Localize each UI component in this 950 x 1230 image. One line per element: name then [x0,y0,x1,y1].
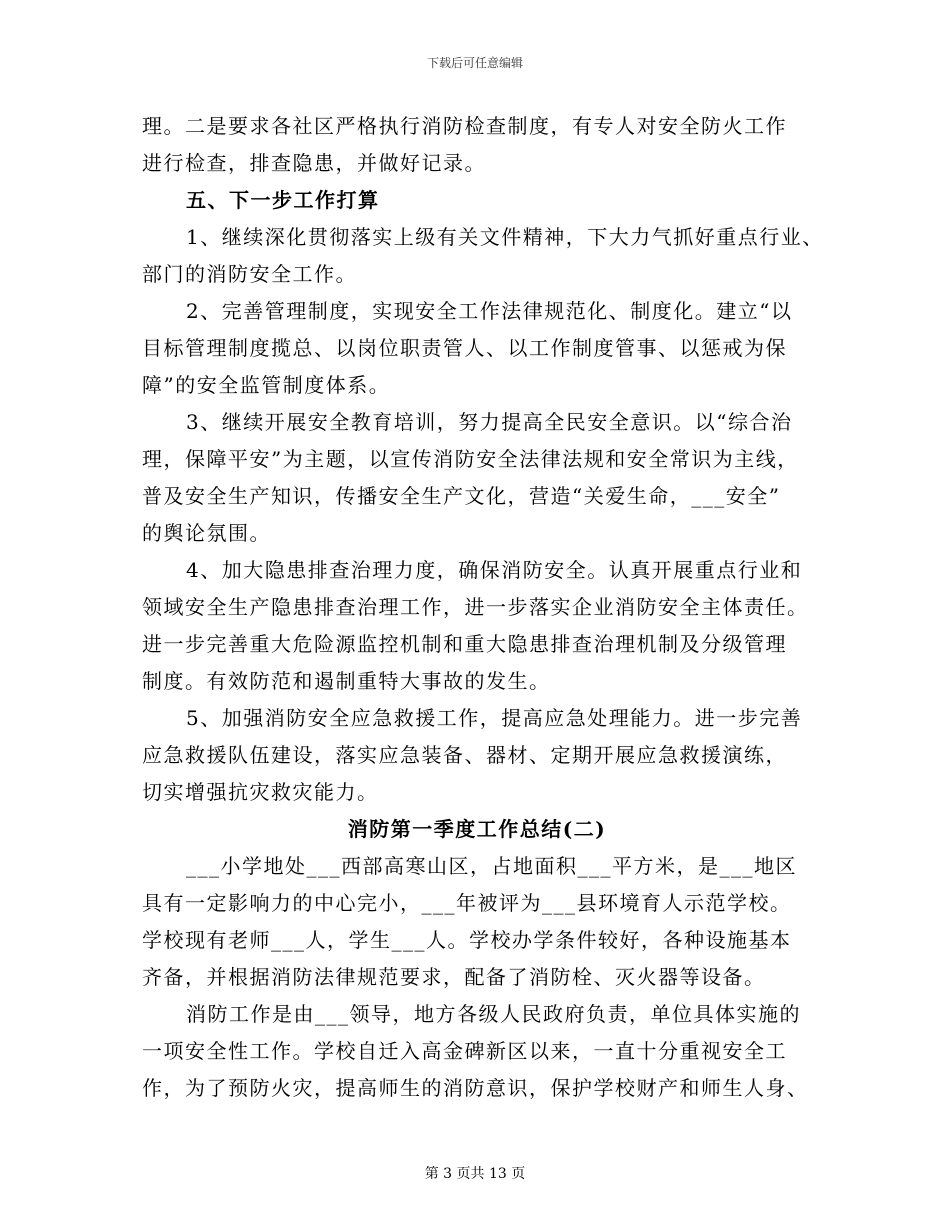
text-line: 1、继续深化贯彻落实上级有关文件精神，下大力气抓好重点行业、 [186,225,824,249]
text-line: ___小学地处___西部高寒山区，占地面积___平方米，是___地区 [186,854,797,878]
text-line: 2、完善管理制度，实现安全工作法律规范化、制度化。建立“以 [186,299,793,323]
section-title: 消防第一季度工作总结(二) [347,817,607,841]
text-line: 切实增强抗灾救灾能力。 [142,780,379,804]
text-line: 应急救援队伍建设，落实应急装备、器材、定期开展应急救援演练， [142,743,787,767]
text-line: 3、继续开展安全教育培训，努力提高全民安全意识。以“综合治 [186,410,793,434]
text-line: 消防工作是由___领导，地方各级人民政府负责，单位具体实施的 [186,1002,801,1026]
text-line: 学校现有老师___人，学生___人。学校办学条件较好，各种设施基本 [142,928,792,952]
text-line: 齐备，并根据消防法律规范要求，配备了消防栓、灭火器等设备。 [142,965,766,989]
text-line: 部门的消防安全工作。 [142,262,357,286]
text-line: 进一步完善重大危险源监控机制和重大隐患排查治理机制及分级管理 [142,632,787,656]
text-line: 作，为了预防火灾，提高师生的消防意识，保护学校财产和师生人身、 [142,1076,809,1100]
text-line: 一项安全性工作。学校自迁入高金碑新区以来，一直十分重视安全工 [142,1039,787,1063]
text-line: 的舆论氛围。 [142,521,271,545]
text-line: 具有一定影响力的中心完小，___年被评为___县环境育人示范学校。 [142,891,792,915]
text-line: 4、加大隐患排查治理力度，确保消防安全。认真开展重点行业和 [186,558,803,582]
page-header: 下载后可任意编辑 [426,56,523,70]
text-line: 领域安全生产隐患排查治理工作，进一步落实企业消防安全主体责任。 [142,595,809,619]
text-line: 目标管理制度揽总、以岗位职责管人、以工作制度管事、以惩戒为保 [142,336,787,360]
text-line: 理，保障平安”为主题，以宣传消防安全法律法规和安全常识为主线， [142,447,799,471]
text-line: 5、加强消防安全应急救援工作，提高应急处理能力。进一步完善 [186,706,803,730]
text-line: 制度。有效防范和遏制重特大事故的发生。 [142,669,551,693]
text-line: 进行检查，排查隐患，并做好记录。 [142,151,486,175]
text-line: 理。二是要求各社区严格执行消防检查制度，有专人对安全防火工作 [142,114,787,138]
document-body [142,108,824,1107]
text-line: 普及安全生产知识，传播安全生产文化，营造“关爱生命，___安全” [142,484,781,508]
page-footer: 第 3 页共 13 页 [424,1166,526,1182]
text-line: 障”的安全监管制度体系。 [142,373,391,397]
section-heading: 五、下一步工作打算 [186,188,380,212]
